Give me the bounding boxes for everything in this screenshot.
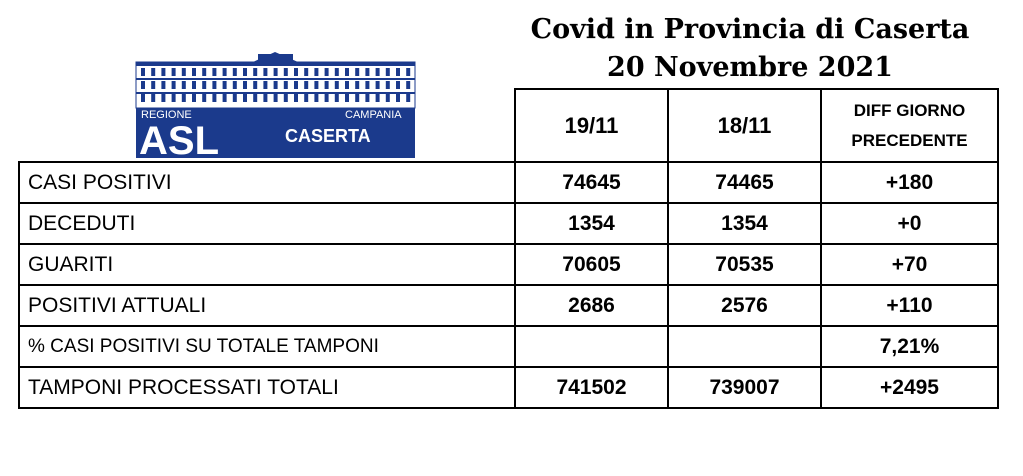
- header-spacer: [19, 89, 515, 162]
- page-date: 20 Novembre 2021: [607, 52, 893, 83]
- row-label: % CASI POSITIVI SU TOTALE TAMPONI: [19, 326, 515, 367]
- cell-diff: +110: [821, 285, 998, 326]
- logo-text-regione: REGIONE: [141, 109, 192, 121]
- cell-diff: +180: [821, 162, 998, 203]
- cell-18-11: [668, 326, 821, 367]
- covid-data-table: [18, 88, 999, 409]
- cell-diff: +0: [821, 203, 998, 244]
- cell-18-11: 739007: [668, 367, 821, 408]
- cell-18-11: 2576: [668, 285, 821, 326]
- table-row: [19, 244, 998, 285]
- table-row: [19, 285, 998, 326]
- cell-19-11: [515, 326, 668, 367]
- cell-19-11: 741502: [515, 367, 668, 408]
- logo-text-caserta: CASERTA: [285, 126, 371, 146]
- table-row: [19, 162, 998, 203]
- row-label: TAMPONI PROCESSATI TOTALI: [19, 367, 515, 408]
- table-row: [19, 203, 998, 244]
- logo-text-asl: ASL: [139, 119, 219, 158]
- row-label: GUARITI: [19, 244, 515, 285]
- table-header-row: [19, 89, 998, 162]
- column-header-diff: DIFF GIORNO PRECEDENTE: [821, 89, 998, 162]
- page-title: Covid in Provincia di Caserta: [530, 14, 970, 45]
- cell-19-11: 74645: [515, 162, 668, 203]
- cell-18-11: 70535: [668, 244, 821, 285]
- cell-19-11: 70605: [515, 244, 668, 285]
- logo-text-campania: CAMPANIA: [345, 109, 402, 121]
- table-row: [19, 367, 998, 408]
- cell-18-11: 1354: [668, 203, 821, 244]
- cell-diff: +2495: [821, 367, 998, 408]
- row-label: POSITIVI ATTUALI: [19, 285, 515, 326]
- cell-19-11: 2686: [515, 285, 668, 326]
- row-label: DECEDUTI: [19, 203, 515, 244]
- column-header-19-11: 19/11: [515, 89, 668, 162]
- cell-18-11: 74465: [668, 162, 821, 203]
- column-header-18-11: 18/11: [668, 89, 821, 162]
- table-row: [19, 326, 998, 367]
- cell-diff: 7,21%: [821, 326, 998, 367]
- cell-19-11: 1354: [515, 203, 668, 244]
- row-label: CASI POSITIVI: [19, 162, 515, 203]
- cell-diff: +70: [821, 244, 998, 285]
